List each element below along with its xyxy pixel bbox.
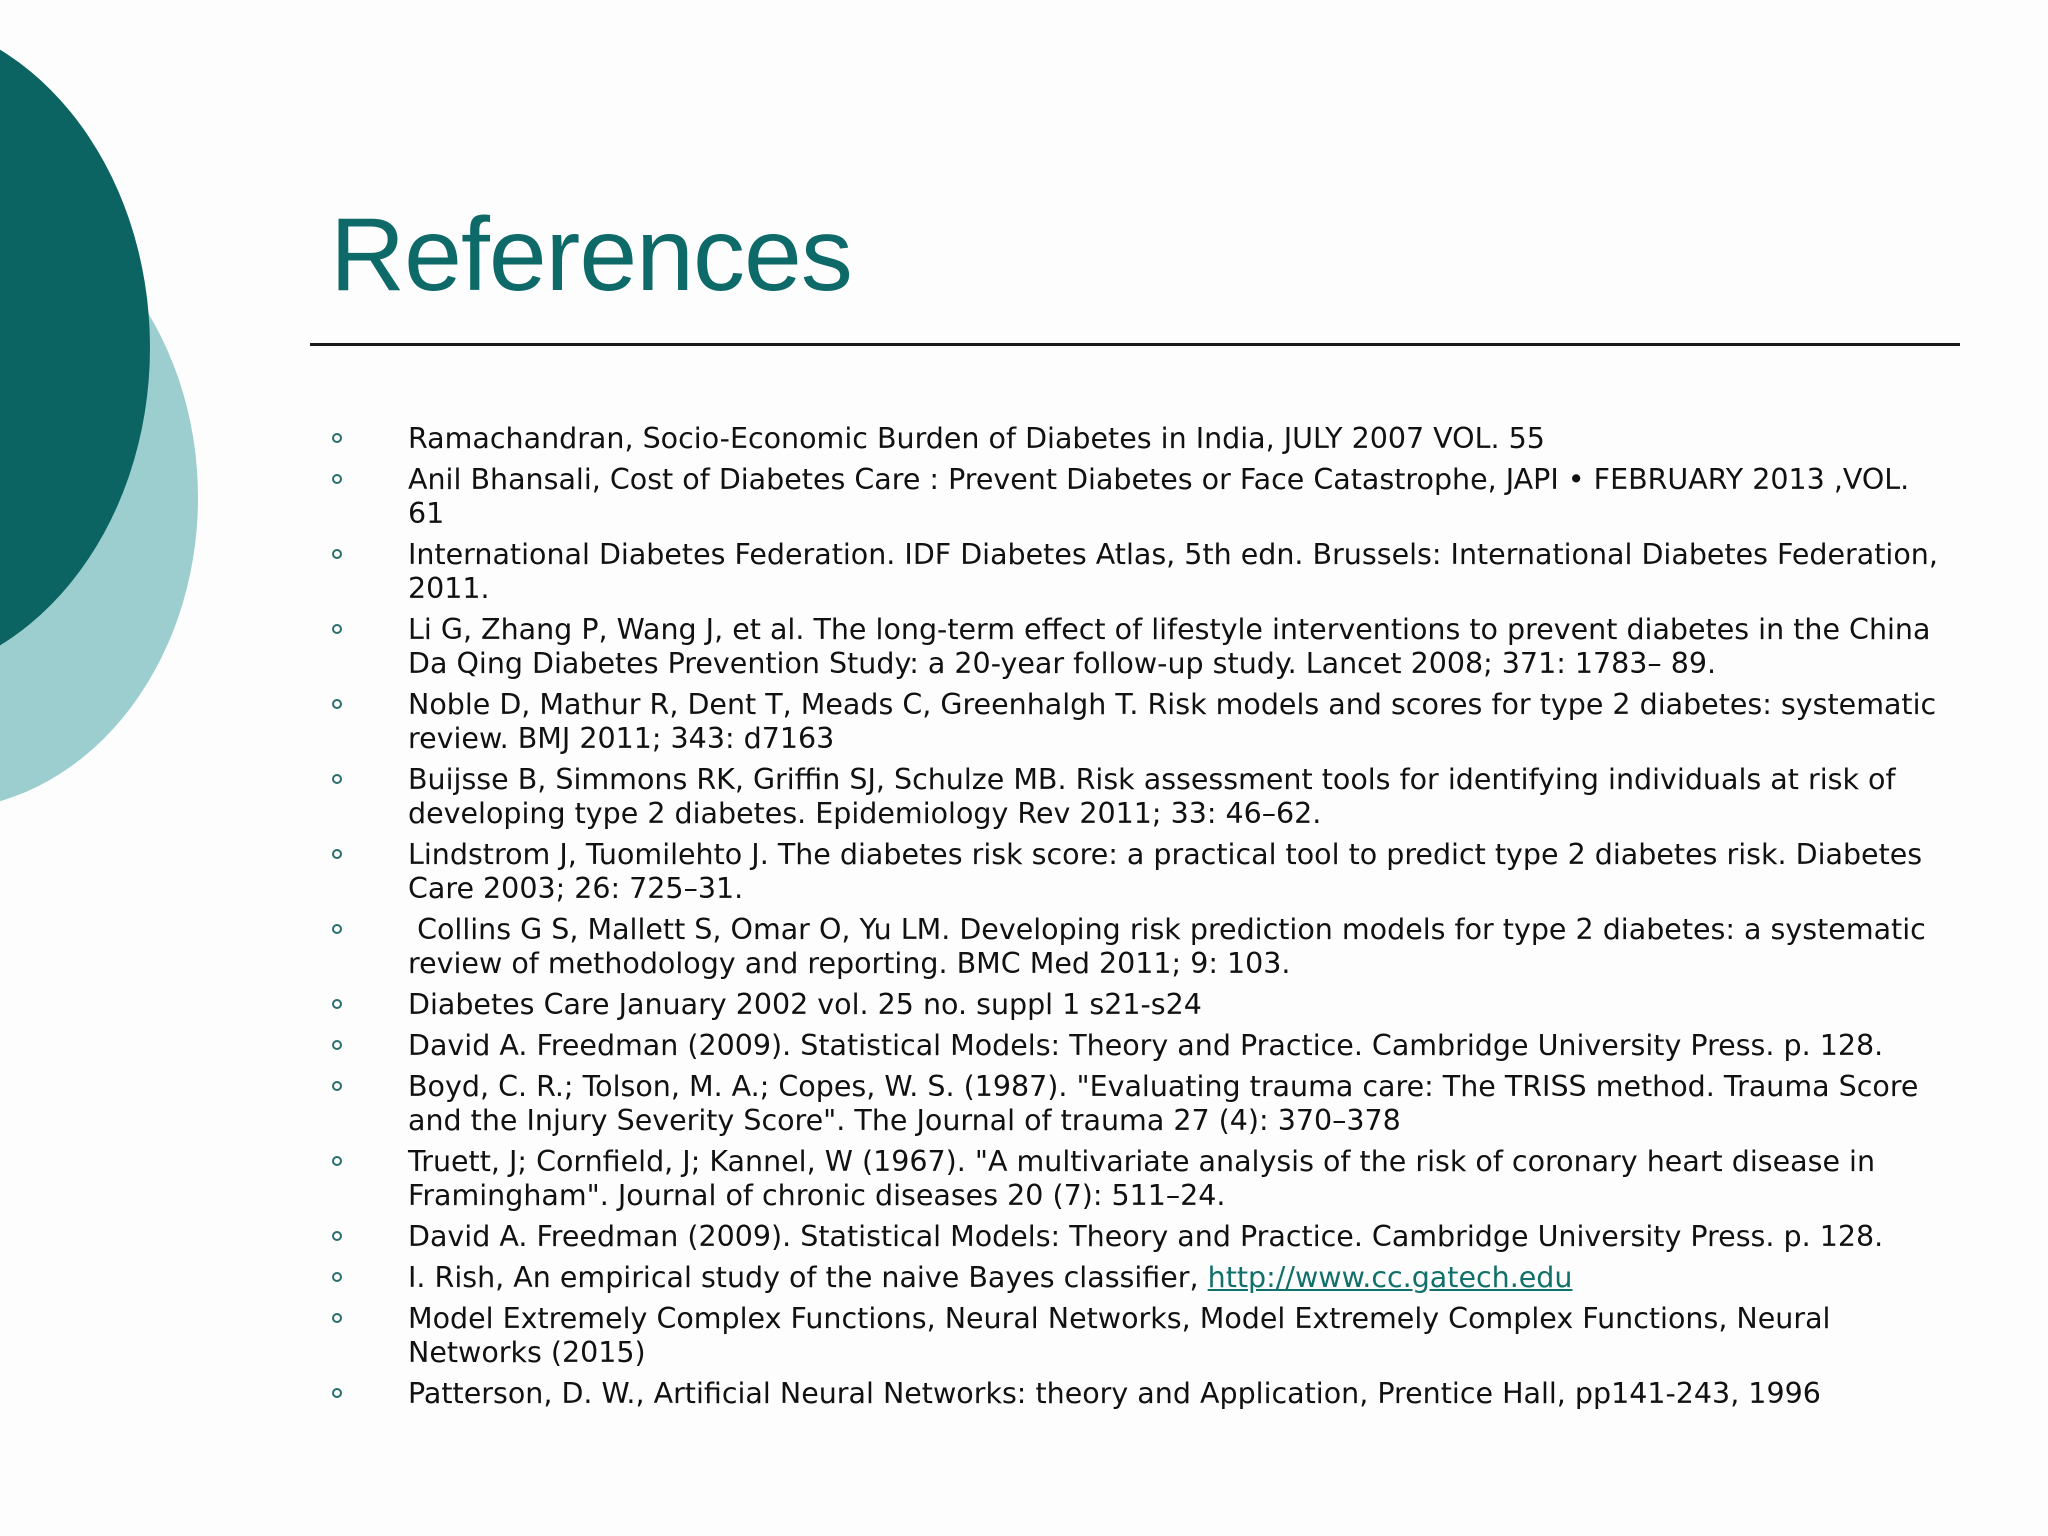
bullet-circle-icon	[332, 1272, 342, 1282]
reference-item	[330, 1220, 1950, 1254]
reference-text: Model Extremely Complex Functions, Neural Networks, Model Extremely Complex Functions, Neural Networks (2015)	[408, 1302, 1840, 1369]
reference-item	[330, 463, 1950, 531]
reference-item	[330, 422, 1950, 456]
bullet-circle-icon	[332, 1040, 342, 1050]
bullet-circle-icon	[332, 924, 342, 934]
bullet-circle-icon	[332, 1081, 342, 1091]
reference-item	[330, 913, 1950, 981]
reference-item	[330, 1261, 1950, 1295]
bullet-circle-icon	[332, 433, 342, 443]
reference-item	[330, 1070, 1950, 1138]
bullet-circle-icon	[332, 1156, 342, 1166]
reference-item	[330, 763, 1950, 831]
reference-text: Patterson, D. W., Artificial Neural Networks: theory and Application, Prentice Hall, pp141-243, 1996	[408, 1377, 1821, 1410]
reference-text: Noble D, Mathur R, Dent T, Meads C, Greenhalgh T. Risk models and scores for type 2 diabetes: systematic review. BMJ 2011; 343: d7163	[408, 688, 1946, 755]
reference-text: Ramachandran, Socio-Economic Burden of Diabetes in India, JULY 2007 VOL. 55	[408, 422, 1545, 455]
reference-text: Buijsse B, Simmons RK, Griffin SJ, Schulze MB. Risk assessment tools for identifying individuals at risk of developing type 2 diabetes. Epidemiology Rev 2011; 33: 46–62.	[408, 763, 1905, 830]
reference-text: Truett, J; Cornfield, J; Kannel, W (1967). "A multivariate analysis of the risk of coronary heart disease in Framingham". Journal of chronic diseases 20 (7): 511–24.	[408, 1145, 1885, 1212]
bullet-circle-icon	[332, 849, 342, 859]
reference-text: Collins G S, Mallett S, Omar O, Yu LM. Developing risk prediction models for type 2 diabetes: a systematic review of methodology and reporting. BMC Med 2011; 9: 103.	[408, 913, 1935, 980]
reference-item	[330, 1302, 1950, 1370]
reference-text: David A. Freedman (2009). Statistical Models: Theory and Practice. Cambridge University Press. p. 128.	[408, 1220, 1884, 1253]
reference-link[interactable]: http://www.cc.gatech.edu	[1207, 1261, 1573, 1294]
bullet-circle-icon	[332, 474, 342, 484]
reference-text: International Diabetes Federation. IDF Diabetes Atlas, 5th edn. Brussels: International Diabetes Federation, 2011.	[408, 538, 1947, 605]
bullet-circle-icon	[332, 1313, 342, 1323]
title-divider	[310, 343, 1960, 346]
reference-text: Boyd, C. R.; Tolson, M. A.; Copes, W. S. (1987). "Evaluating trauma care: The TRISS method. Trauma Score and the Injury Severity Score". The Journal of trauma 27 (4): 370–378	[408, 1070, 1928, 1137]
reference-text: Diabetes Care January 2002 vol. 25 no. suppl 1 s21-s24	[408, 988, 1202, 1021]
bullet-circle-icon	[332, 549, 342, 559]
reference-item	[330, 1029, 1950, 1063]
reference-item	[330, 613, 1950, 681]
slide-title: References	[330, 197, 852, 313]
reference-item	[330, 1377, 1950, 1411]
bullet-circle-icon	[332, 999, 342, 1009]
bullet-circle-icon	[332, 1231, 342, 1241]
bullet-circle-icon	[332, 774, 342, 784]
bullet-circle-icon	[332, 699, 342, 709]
reference-item	[330, 988, 1950, 1022]
reference-item	[330, 538, 1950, 606]
reference-text: I. Rish, An empirical study of the naive Bayes classifier,	[408, 1261, 1208, 1294]
reference-item	[330, 688, 1950, 756]
reference-text: David A. Freedman (2009). Statistical Models: Theory and Practice. Cambridge University Press. p. 128.	[408, 1029, 1884, 1062]
bullet-circle-icon	[332, 624, 342, 634]
reference-text: Li G, Zhang P, Wang J, et al. The long-term effect of lifestyle interventions to prevent diabetes in the China Da Qing Diabetes Prevention Study: a 20-year follow-up study. Lancet 2008; 371: 1783– 89.	[408, 613, 1940, 680]
bullet-circle-icon	[332, 1388, 342, 1398]
reference-list	[330, 422, 1950, 1418]
reference-text: Anil Bhansali, Cost of Diabetes Care : Prevent Diabetes or Face Catastrophe, JAPI • FEBRUARY 2013 ,VOL. 61	[408, 463, 1919, 530]
reference-item	[330, 838, 1950, 906]
reference-item	[330, 1145, 1950, 1213]
reference-text: Lindstrom J, Tuomilehto J. The diabetes risk score: a practical tool to predict type 2 diabetes risk. Diabetes Care 2003; 26: 725–31.	[408, 838, 1932, 905]
